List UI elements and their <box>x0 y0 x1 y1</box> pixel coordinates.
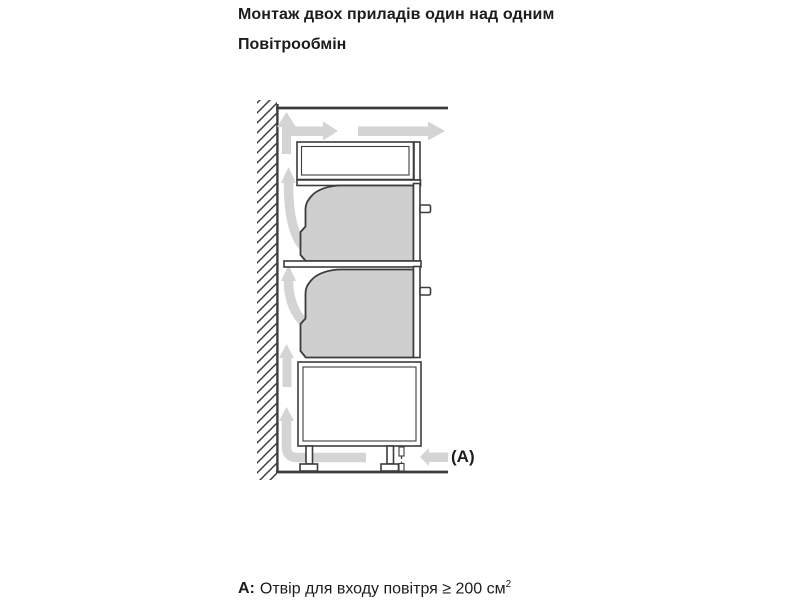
upper-oven-body <box>301 186 414 262</box>
top-cabinet-frame <box>297 142 414 180</box>
lower-oven-body <box>301 270 414 358</box>
airflow-mid-up-arrow <box>279 344 294 387</box>
air-inlet-label: (A) <box>451 447 475 466</box>
cabinet-side-strip <box>414 142 420 180</box>
cabinet-foot-left <box>300 464 318 471</box>
airflow-lower-oven-arrow <box>281 265 305 323</box>
airflow-exit-arrow <box>358 122 445 141</box>
air-inlet-footnote <box>238 579 511 598</box>
page-title: Монтаж двох приладів один над одним <box>238 6 555 23</box>
lower-oven-fascia <box>414 267 421 358</box>
plinth-opening-marker <box>399 447 404 471</box>
upper-oven-fascia <box>414 184 421 262</box>
wall-hatching <box>257 100 277 480</box>
cabinet-leg-right <box>387 446 394 464</box>
base-cabinet-frame <box>298 362 421 446</box>
footnote-label: A: <box>238 580 255 598</box>
cabinet-leg-left <box>306 446 313 464</box>
footnote-text: Отвір для входу повітря ≥ 200 см <box>259 580 506 598</box>
air-inlet-arrow <box>420 448 448 466</box>
page-subtitle: Повітрообмін <box>238 36 347 53</box>
upper-oven-handle <box>420 205 431 213</box>
shelf-middle <box>284 261 421 267</box>
lower-oven-handle <box>420 288 431 296</box>
cabinet-foot-right <box>381 464 399 471</box>
footnote-superscript: 2 <box>505 579 512 590</box>
